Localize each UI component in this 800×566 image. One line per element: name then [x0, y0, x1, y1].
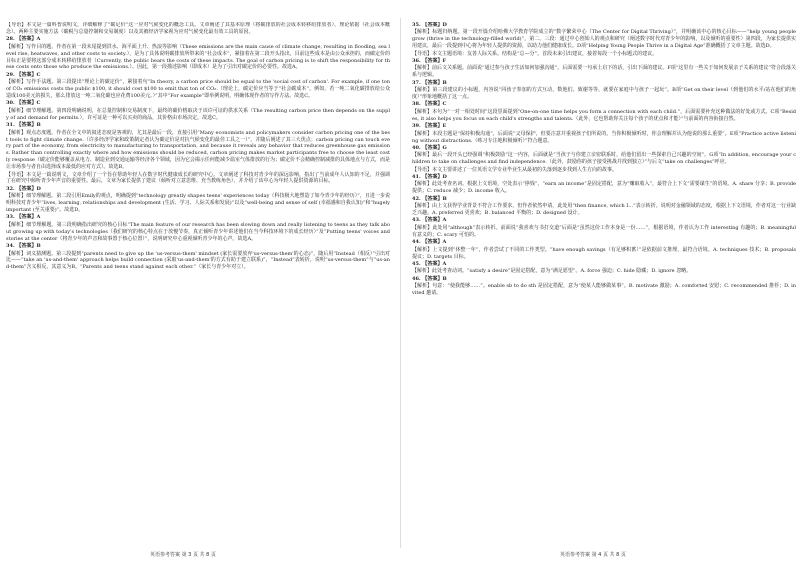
answer-line: 34. 【答案】B	[6, 243, 41, 250]
answer-line: 42. 【答案】B	[412, 195, 447, 202]
intro-paragraph: 【导语】本文是一篇说明文，文章介绍了一个旨在帮助年轻人在数字时代健康成长的研究中心。文章阐述了科技对青少年的深远影响，指出了当前成年人认知的不足，并强调了在研究中倾听青少年声音的重要性。最后，文章为家长提供了建议（倾听对立意思维、充当教练角色），并介绍了该中心为年轻人提供资源的目标。	[6, 171, 390, 185]
page-footer-right: 英语参考答案 第 4 页 共 8 页	[560, 552, 626, 558]
page-footer-left: 英语参考答案 第 3 页 共 8 页	[150, 552, 216, 558]
left-page	[6, 22, 390, 542]
answer-line: 37. 【答案】B	[412, 79, 447, 86]
analysis-paragraph: 【解析】此处考查名词。根据上文语境，空处表示“挣钱”，“earn an income”是固定搭配，意为“赚取收入”，最符合上下文“需要谋生”的语境。A. share 分享；B. provide 提供；C. reduce 减少；D. income 收入。	[412, 181, 796, 195]
answer-line: 39. 【答案】E	[412, 123, 447, 130]
answer-line: 40. 【答案】G	[412, 144, 447, 151]
analysis-paragraph: 【解析】本句为“一对一相处时间”这段里面提到“One-on-one time helps you form a connection with each child.”，后面需要补充这种做法的好处或方式。C项“Besides, it also helps you focus on each child's strengths and talents.（此外，它也帮助你关注每个孩子的优点和才能）”与前面的内容衔接自然。	[412, 108, 796, 122]
analysis-paragraph: 【解析】观点态度题。作者在全文中的叙述态度是客观的，尤其是最后一段，直接引用“Many economists and policymakers consider carbon pricing one of the best tools to fight climate change.（许多经济学家和政策制定者认为碳定价是对抗气候变化的最佳工具之一）”，并随后阐述了其三大优点：carbon pricing can touch every part of the economy, from electricity to manufacturing to transportation, and because it reveals any behavior that reduces greenhouse gas emissions. Rather than controlling exactly where and how emissions should be reduced, carbon pricing makes market participants free to choose the least costly response（碳定价能够覆盖从电力、制造业到交通运输等经济各个领域，因为它会揭示任何能减少温室气体排放的行为；碳定价不会精确控制减排的具体地点与方式，而是让市场参与者自由选择成本最低的应对方式）。故选B。	[6, 129, 390, 171]
analysis-paragraph: 【解析】写作目的题。作者在第一段末尾提到洪水、海平面上升、热浪等影响（These emissions are the main cause of climate change, resulting in flooding, sea level rise, heatwaves, and other costs to society.），是为了具体说明碳排放所带来的“社会成本”，紧接着在第二段开头指出，目前这些成本是由公众承担的，而碳定价的目标正是要将这部分成本转移给排放者（Currently, the public bears the costs of these impacts. The goal of carbon pricing is to shift the responsibility for these costs onto those who produce the emissions.）。因此，第一段描述影响（即成本）是为了引出对碳定价的必要性。故选A。	[6, 43, 390, 71]
intro-paragraph: 【导语】本文是一篇科普说明文，详细解释了“碳足价”这一应对气候变化的概念工具。文章阐述了其基本原理（将碳排放的社会成本转移给排放者）、理论依据（社会成本概念）、两种主要实施方法（碳税与总量控制和交易制度）以及其被经济学家视为应对气候变化最有效工具的原因。	[6, 22, 390, 35]
analysis-paragraph: 【解析】细节理解题。第三段明确指出研究的核心目标“The main feature of our research has been slowing down and really listening to teens as they talk about growing up with today's technologies（我们研究的核心特点在于放慢节奏，真正倾听青少年讲述他们在当今科技环境下的成长经历）”及“Putting teens' voices and stories at the center（将青少年的声音和故事置于核心位置）”，说明研究中心重视倾听青少年的心声。故选A。	[6, 221, 390, 242]
column-divider	[400, 18, 401, 548]
answer-line: 35. 【答案】D	[412, 22, 447, 28]
answer-line: 43. 【答案】A	[412, 217, 447, 224]
analysis-paragraph: 【解析】词义猜测题。第三段提到“parents need to give up the 'us-versus-them' mindset (家长需要放弃'us-versus-them'的心态)”，随后用“Instead（相反）”引出对比——“take an 'us-and-them' approach helps build connection (采取'us-and-them'的方式有助于建立联系)”，“Instead”表转折，说明“us-versus-them”与“us-and-them”含义相反，其意义为B。“Parents and teens stand against each other.”（家长与青少年对立）。	[6, 250, 390, 271]
answer-line: 30. 【答案】C	[6, 100, 41, 107]
analysis-paragraph: 【解析】细节理解题。第四段明确说明，在总量控制和交易制度下，最终的碳价格取决于该许可证的供求关系（The resulting carbon price then depends on the supply of and demand for permits.），许可证是一种可以买卖的商品，其价格由市场决定。故选C。	[6, 107, 390, 121]
intro-paragraph: 【导语】本文主要讲述了一位英语文学专业毕业生从最初的失落到逐步找到人生方向的故事。	[412, 166, 618, 173]
analysis-paragraph: 【解析】最后一段开头已经强调“积极鼓励”这一内容，后面就是“当孩子与你建立亲密联系时，给他们留出一些探索自己兴趣的空间”。G项“In addition, encourage your children to take on challenges and find independence.（此外，鼓励你的孩子接受挑战并找到独立）”与后文“take on challenges”呼应。	[412, 152, 796, 166]
answer-line: 33. 【答案】A	[6, 214, 41, 221]
analysis-paragraph: 【解析】由上文获得学业背景不符合工作要求，但作者依然申请，此处用“then finance, which I...”表示转折。说明对金融领域的态度，根据上下文语境，作者对这一行业缺乏兴趣。A. preferred 更喜欢；B. balanced 平衡的；D. designed 设计。	[412, 203, 796, 217]
analysis-paragraph: 【解析】此处用“although”表示转折。前面说“我喜欢与书打交道”后面是“虽然这份工作本身是一份……”，根据语境，作者认为工作 interesting 有趣的；B. meaningful 有意义的；C. scary 可怕的。	[412, 224, 796, 238]
answer-line: 46. 【答案】B	[412, 275, 447, 282]
intro-paragraph: 【导语】本文主题语境：友善人际关系。结构是“总—分”。首段未来引出建议，接着每段一个小标题式的建议。	[412, 50, 658, 57]
answer-line: 44. 【答案】A	[412, 239, 447, 246]
right-page	[412, 22, 796, 542]
answer-line: 45. 【答案】A	[412, 260, 447, 267]
answer-line: 31. 【答案】B	[6, 122, 41, 129]
analysis-paragraph: 【解析】句意：“使我能够……”。enable sb to do sth 是固定搭配，意为“使某人能够做某事”。B. motivate 激励；A. comforted 安慰；C. recommended 推荐；D. invited 邀请。	[412, 283, 796, 297]
answer-line: 29. 【答案】C	[6, 71, 41, 78]
answer-line: 28. 【答案】A	[6, 36, 41, 43]
answer-line: 32. 【答案】D	[6, 185, 41, 192]
analysis-paragraph: 【解析】写作手法题。第三段提出“理论上的碳定价”，紧接着句“In theory, a carbon price should be equal to the 'social cost of carbon'. For example, if one ton of CO₂ emissions costs the public $100, it should cost $100 to emit that ton of CO₂.（理论上，碳定价应当等于“社会碳成本”。例如，若一吨二氧化碳排放给公众造成100美元的损失，那么排放这一吨二氧化碳也应花费100美元。）”其中“For example”即举例说明，明确体现作者的写作方法。故选C。	[6, 79, 390, 100]
answer-line: 38. 【答案】C	[412, 101, 447, 108]
analysis-paragraph: 【解析】细节理解题。第二段引用Emily的观点，明确提到“technology greatly shapes teens' experiences today（科技极大地塑造了如今青少年的经历）”，且进一步说明科技对青少年“lives, learning, relationships and development (生活、学习、人际关系和发展)”以及“well-being and sense of self (幸福感和自我认知)”和“hugely important (至关重要)”。故选D。	[6, 193, 390, 214]
analysis-paragraph: 【解析】第三段建议的小标题，内容说“同孩子参加的方式互动，数他们、致谢等等，就要在家庭中与孩子一起玩”。B项“Get on their level（到他们的水平/站在他们的角度）”形象地概括了这一点。	[412, 87, 796, 101]
analysis-paragraph: 【解析】前后文关系题。前面说“通过参与孩子生活如何加强沟通”，后面需要一句承上启下的话，引出下面的建议。F项“这里有一些关于如何发展亲子关系的建议”符合段落关系与逻辑。	[412, 65, 796, 79]
analysis-paragraph: 【解析】标题归纳题。第一段开篇介绍哈佛大学教育学院成立的“数字繁荣中心（The Center for Digital Thriving）”，并明确该中心的核心目标——“help young people grow (thrive in the technology-filled world)”，第二、三段：通过中心创始人的观点和研究（阐述数字时代对青少年的影响，以及倾听的重要性）第四段，为家长提供实用建议，最后一段提到中心将为年轻人提供的资源，以助力他们健康成长。D项“Helping Young People Thrive in a Digital Age”准确概括了文章主题。故选D。	[412, 29, 796, 50]
analysis-paragraph: 【解析】此处考查动词。“satisfy a desire”是固定搭配，意为“满足愿望”。A. force 强迫；C. hide 隐藏；D. ignore 忽略。	[412, 268, 692, 275]
analysis-paragraph: 【解析】上文提到“休整一年”，作者尝试了不同的工作类型。“have enough savings（有足够积蓄）”是依据前文推理，最符合语境。A. techniques 技术；B. proposals 提议；D. targets 目标。	[412, 246, 796, 260]
answer-line: 41. 【答案】D	[412, 174, 447, 181]
answer-line: 36. 【答案】F	[412, 58, 446, 65]
analysis-paragraph: 【解析】本段主题是“保持积极沟通”，后面说“父母保护，但要注意并重视孩子们所说的。当你积极倾听时，你会理解并认为他说的那么重要”。E项“Practice active listening without distractions.（练习专注地积极倾听）”符合题意。	[412, 130, 796, 144]
